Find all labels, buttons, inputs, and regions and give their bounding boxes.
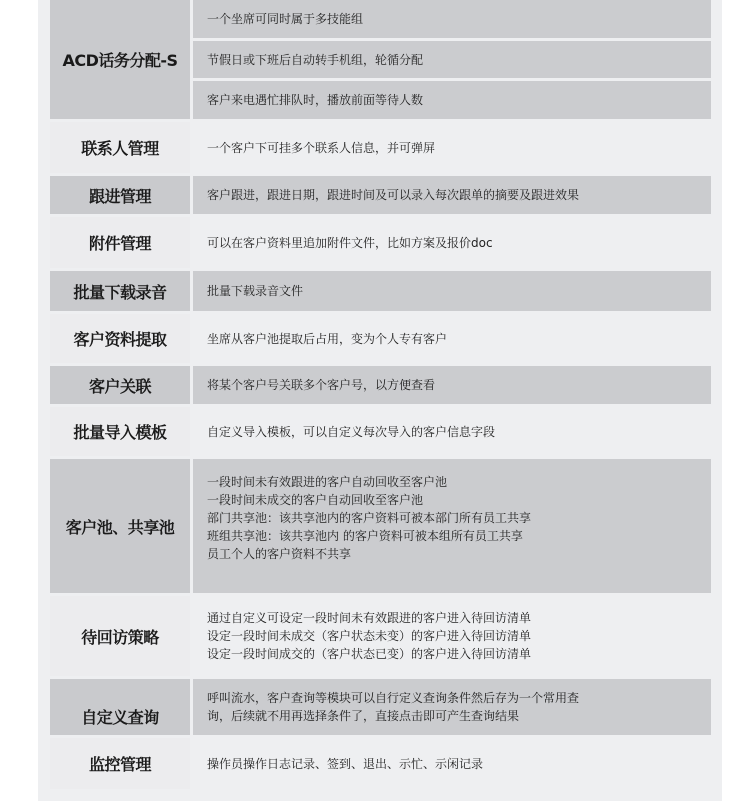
description-line: 一段时间未成交的客户自动回收至客户池 — [207, 493, 424, 507]
feature-label: 跟进管理 — [50, 176, 190, 214]
description-line: 自定义导入模板，可以自定义每次导入的客户信息字段 — [207, 424, 496, 439]
feature-description — [193, 122, 711, 173]
table-row — [50, 271, 711, 311]
feature-description — [193, 176, 711, 214]
table-row — [50, 679, 711, 735]
description-line: 呼叫流水，客户查询等模块可以自行定义查询条件然后存为一个常用查 — [207, 691, 580, 705]
table-row — [50, 596, 711, 676]
feature-label: 客户资料提取 — [50, 314, 190, 363]
description-line: 通过自定义可设定一段时间未有效跟进的客户进入待回访清单 — [207, 611, 532, 625]
description-line: 批量下载录音文件 — [207, 284, 304, 298]
feature-label: 客户池、共享池 — [50, 459, 190, 593]
description-line: 一段时间未有效跟进的客户自动回收至客户池 — [207, 475, 448, 489]
table-row — [50, 122, 711, 173]
feature-description — [193, 41, 711, 78]
feature-label: 联系人管理 — [50, 122, 190, 173]
feature-label: 监控管理 — [50, 738, 190, 789]
feature-label: ACD话务分配-S — [50, 0, 190, 119]
table-row — [50, 176, 711, 214]
description-line: 询，后续就不用再选择条件了，直接点击即可产生查询结果 — [207, 709, 520, 723]
table-row — [50, 459, 711, 593]
description-line: 节假日或下班后自动转手机组，轮循分配 — [207, 52, 424, 67]
feature-description — [193, 314, 711, 363]
feature-description — [193, 679, 711, 735]
feature-description — [193, 459, 711, 593]
table-row — [50, 407, 711, 456]
description-line: 客户来电遇忙排队时，播放前面等待人数 — [207, 93, 424, 107]
description-line: 一个客户下可挂多个联系人信息，并可弹屏 — [207, 140, 436, 155]
feature-description — [193, 596, 711, 676]
table-row — [50, 217, 711, 268]
description-line: 部门共享池：该共享池内的客户资料可被本部门所有员工共享 — [207, 511, 532, 525]
description-line: 一个坐席可同时属于多技能组 — [207, 12, 364, 26]
feature-description — [193, 407, 711, 456]
feature-label: 待回访策略 — [50, 596, 190, 676]
feature-label: 自定义查询 — [50, 679, 190, 735]
table-row — [50, 366, 711, 404]
description-line: 坐席从客户池提取后占用，变为个人专有客户 — [207, 331, 448, 346]
description-line: 客户跟进，跟进日期，跟进时间及可以录入每次跟单的摘要及跟进效果 — [207, 188, 580, 202]
feature-description — [193, 81, 711, 119]
description-line: 操作员操作日志记录、签到、退出、示忙、示闲记录 — [207, 756, 484, 771]
feature-description — [193, 0, 711, 38]
table-row — [50, 738, 711, 789]
description-line: 设定一段时间未成交（客户状态未变）的客户进入待回访清单 — [207, 629, 532, 643]
feature-label: 批量导入模板 — [50, 407, 190, 456]
description-line: 设定一段时间成交的（客户状态已变）的客户进入待回访清单 — [207, 647, 532, 661]
table-row — [50, 0, 711, 119]
table-row — [50, 314, 711, 363]
feature-description — [193, 738, 711, 789]
description-line: 可以在客户资料里追加附件文件，比如方案及报价doc — [207, 235, 493, 250]
description-line: 班组共享池：该共享池内 的客户资料可被本组所有员工共享 — [207, 529, 523, 543]
feature-description — [193, 217, 711, 268]
feature-description — [193, 366, 711, 404]
feature-label: 批量下载录音 — [50, 271, 190, 311]
feature-description — [193, 271, 711, 311]
feature-label: 客户关联 — [50, 366, 190, 404]
feature-label: 附件管理 — [50, 217, 190, 268]
description-line: 将某个客户号关联多个客户号，以方便查看 — [207, 378, 436, 392]
description-line: 员工个人的客户资料不共享 — [207, 547, 352, 561]
